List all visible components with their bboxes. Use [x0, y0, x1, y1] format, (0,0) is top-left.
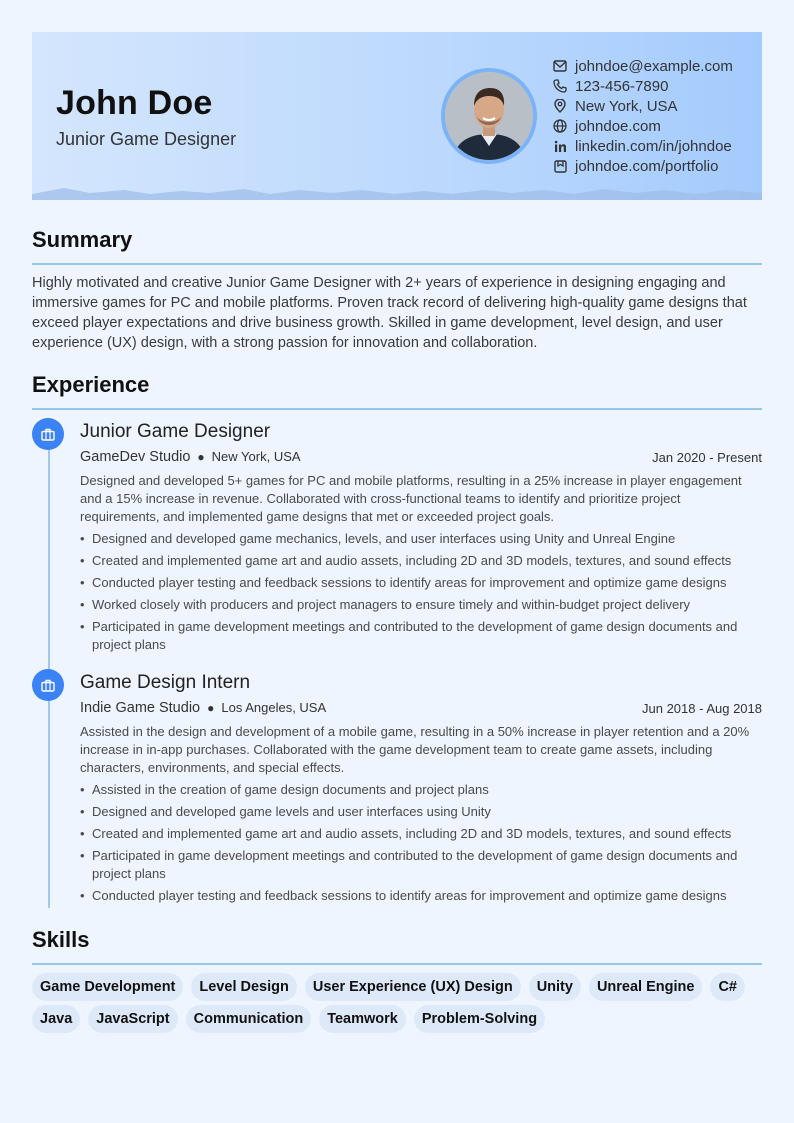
- briefcase-icon: [32, 669, 64, 701]
- job-meta: [80, 700, 762, 716]
- contact-phone[interactable]: [552, 76, 733, 96]
- summary-heading: Summary: [32, 227, 133, 252]
- person-portrait-icon: [445, 72, 533, 160]
- skill-chip: JavaScript: [88, 1005, 177, 1033]
- mail-icon: [552, 58, 568, 74]
- job-bullet: • Participated in game development meetings and contributed to the development of game design documents and project plans: [80, 847, 762, 883]
- skills-heading: Skills: [32, 927, 90, 952]
- contact-location: [552, 96, 733, 116]
- job-bullet-list: [80, 781, 762, 909]
- job-company: GameDev Studio: [80, 449, 191, 465]
- skill-chip: Unreal Engine: [589, 973, 703, 1001]
- resume-header: [32, 32, 762, 200]
- phone-icon: [552, 78, 568, 94]
- location-pin-icon: [552, 98, 568, 114]
- candidate-title: Junior Game Designer: [56, 129, 237, 149]
- job-bullet: • Worked closely with producers and project managers to ensure timely and within-budget project delivery: [80, 596, 762, 614]
- summary-text: Highly motivated and creative Junior Game Designer with 2+ years of experience in designing engaging and immersive games for PC and mobile platforms. Proven track record of delivering high-quality game designs that exceed player expectations and drive business growth. Skilled in game development, level design, and user experience (UX) design, with a strong passion for innovation and collaboration.: [32, 275, 747, 351]
- job-dates: Jan 2020 - Present: [652, 450, 762, 465]
- contact-linkedin-text: linkedin.com/in/johndoe: [575, 137, 732, 155]
- skill-chip: Teamwork: [319, 1005, 406, 1033]
- contact-website-text: johndoe.com: [575, 117, 661, 135]
- job-location: New York, USA: [211, 449, 301, 464]
- skill-chip: Game Development: [32, 973, 183, 1001]
- globe-icon: [552, 118, 568, 134]
- job-bullet: • Participated in game development meetings and contributed to the development of game design documents and project plans: [80, 618, 762, 654]
- skill-chip: User Experience (UX) Design: [305, 973, 521, 1001]
- job-bullet: • Conducted player testing and feedback sessions to identify areas for improvement and optimize game designs: [80, 887, 762, 905]
- contact-portfolio-text: johndoe.com/portfolio: [575, 157, 719, 175]
- job-meta: [80, 449, 762, 465]
- experience-divider: [32, 408, 762, 410]
- skill-chip: Unity: [529, 973, 581, 1001]
- linkedin-icon: [552, 138, 568, 154]
- contact-email[interactable]: [552, 56, 733, 76]
- skills-list: [32, 973, 762, 1037]
- contact-portfolio[interactable]: [552, 156, 733, 176]
- briefcase-icon: [32, 418, 64, 450]
- skill-chip: Level Design: [191, 973, 296, 1001]
- skill-chip: Communication: [186, 1005, 312, 1033]
- job-bullet: • Created and implemented game art and audio assets, including 2D and 3D models, textures, and sound effects: [80, 825, 762, 843]
- job-bullet-list: [80, 530, 762, 658]
- job-bullet: • Created and implemented game art and audio assets, including 2D and 3D models, textures, and sound effects: [80, 552, 762, 570]
- job-title: Game Design Intern: [80, 672, 251, 693]
- job-description: Assisted in the design and development of a mobile game, resulting in a 50% increase in player retention and a 20% increase in in-app purchases. Collaborated with the game development team to create game assets, including characters, environments, and special effects.: [80, 724, 750, 775]
- header-wave-decoration: [32, 184, 762, 200]
- job-bullet: • Designed and developed game levels and user interfaces using Unity: [80, 803, 762, 821]
- skill-chip: C#: [710, 973, 745, 1001]
- experience-heading: Experience: [32, 372, 150, 397]
- skill-chip: Java: [32, 1005, 80, 1033]
- job-bullet: • Assisted in the creation of game design documents and project plans: [80, 781, 762, 799]
- contact-phone-text: 123-456-7890: [575, 77, 669, 95]
- candidate-name: John Doe: [56, 84, 213, 122]
- contact-website[interactable]: [552, 116, 733, 136]
- job-dates: Jun 2018 - Aug 2018: [642, 701, 762, 716]
- skill-chip: Problem-Solving: [414, 1005, 545, 1033]
- profile-photo: [441, 68, 537, 164]
- contact-linkedin[interactable]: [552, 136, 733, 156]
- skills-divider: [32, 963, 762, 965]
- contact-location-text: New York, USA: [575, 97, 678, 115]
- contact-list: [552, 56, 733, 176]
- summary-divider: [32, 263, 762, 265]
- job-company: Indie Game Studio: [80, 700, 201, 716]
- job-title: Junior Game Designer: [80, 421, 271, 442]
- portfolio-icon: [552, 158, 568, 174]
- job-bullet: • Designed and developed game mechanics, levels, and user interfaces using Unity and Unreal Engine: [80, 530, 762, 548]
- separator-dot: ●: [207, 701, 215, 715]
- job-bullet: • Conducted player testing and feedback sessions to identify areas for improvement and optimize game designs: [80, 574, 762, 592]
- separator-dot: ●: [197, 450, 205, 464]
- contact-email-text: johndoe@example.com: [575, 57, 733, 75]
- job-location: Los Angeles, USA: [221, 700, 327, 715]
- job-description: Designed and developed 5+ games for PC and mobile platforms, resulting in a 25% increase in player engagement and a 15% increase in revenue. Collaborated with cross-functional teams to identify and prioritize project requirements, and implemented game designs that met or exceeded project goals.: [80, 473, 742, 524]
